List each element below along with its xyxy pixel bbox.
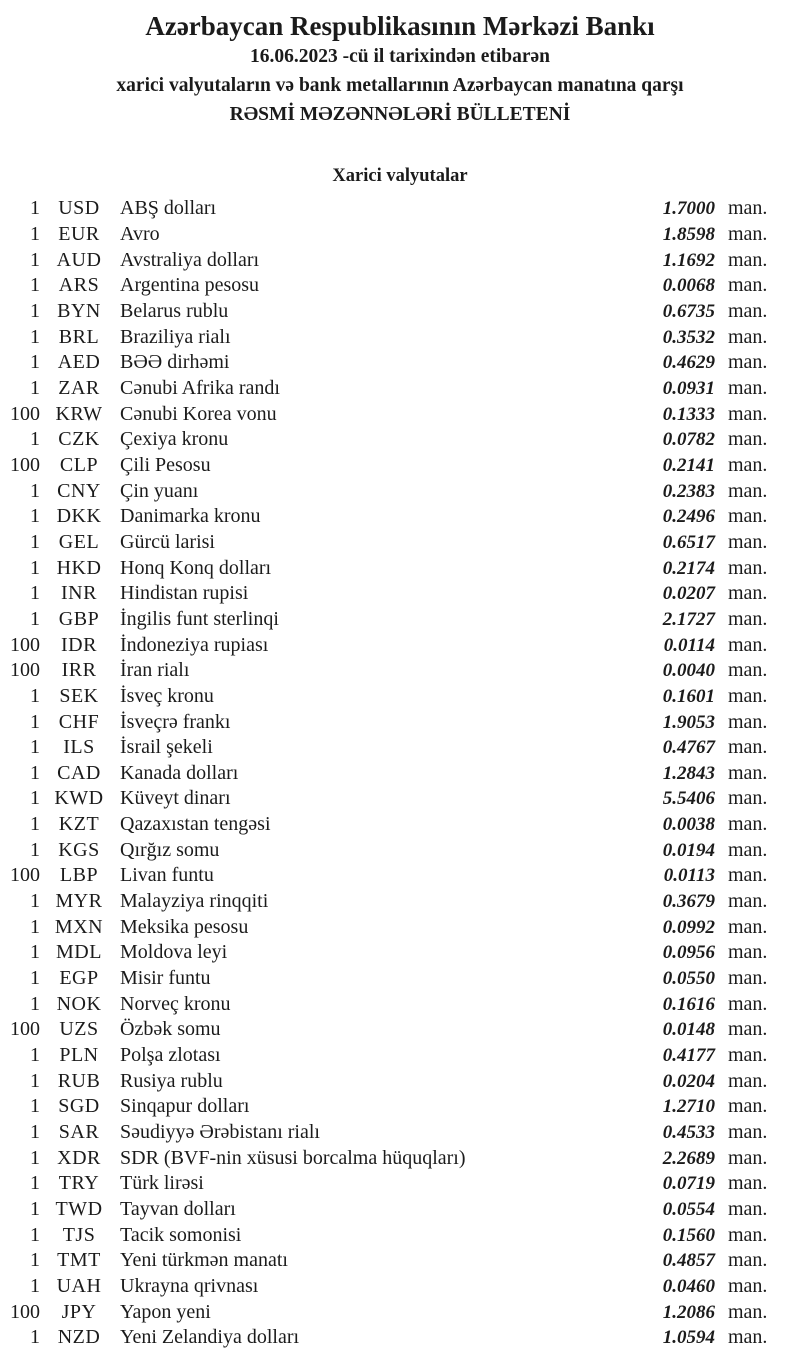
quantity-value: 1: [30, 838, 40, 861]
quantity-value: 1: [30, 582, 40, 605]
currency-name: Hindistan rupisi: [120, 582, 249, 605]
unit-label: man.: [728, 761, 768, 784]
rate-row: [0, 299, 800, 325]
currency-code: INR: [61, 582, 97, 605]
quantity-value: 1: [30, 761, 40, 784]
bulletin-title-line: RƏSMİ MƏZƏNNƏLƏRİ BÜLLETENİ: [229, 103, 571, 125]
rate-row: [0, 1094, 800, 1120]
currency-code: CNY: [57, 479, 101, 502]
currency-code: HKD: [56, 556, 102, 579]
rate-value: 1.9053: [662, 711, 715, 733]
currency-code: ILS: [63, 736, 95, 759]
unit-label: man.: [728, 1249, 768, 1272]
rate-row: [0, 1197, 800, 1223]
currency-name: Küveyt dinarı: [120, 787, 231, 810]
rate-value: 0.0204: [662, 1070, 715, 1092]
quantity-value: 1: [30, 530, 40, 553]
rate-row: [0, 710, 800, 736]
rate-value: 0.6735: [662, 301, 715, 323]
unit-label: man.: [728, 1121, 768, 1144]
unit-label: man.: [728, 659, 768, 682]
unit-label: man.: [728, 787, 768, 810]
quantity-value: 1: [30, 890, 40, 913]
unit-label: man.: [728, 351, 768, 374]
unit-label: man.: [728, 453, 768, 476]
currency-code: IDR: [61, 633, 97, 656]
unit-label: man.: [728, 402, 768, 425]
currency-code: TMT: [57, 1249, 101, 1272]
quantity-value: 1: [30, 556, 40, 579]
currency-code: XDR: [57, 1146, 101, 1169]
currency-name: Cənubi Korea vonu: [120, 402, 277, 425]
currency-code: LBP: [59, 864, 99, 887]
currency-code: USD: [58, 197, 100, 220]
currency-code: KWD: [54, 787, 104, 810]
rate-value: 1.2843: [662, 762, 715, 784]
rate-row: [0, 248, 800, 274]
rates-table: [0, 196, 800, 1351]
quantity-value: 1: [30, 274, 40, 297]
rate-row: [0, 1325, 800, 1351]
currency-name: BƏƏ dirhəmi: [120, 351, 230, 374]
quantity-value: 1: [30, 813, 40, 836]
currency-code: BYN: [57, 300, 101, 323]
rate-row: [0, 1146, 800, 1172]
currency-name: Səudiyyə Ərəbistanı rialı: [120, 1121, 320, 1144]
rate-row: [0, 1043, 800, 1069]
unit-label: man.: [728, 376, 768, 399]
rate-row: [0, 658, 800, 684]
rate-value: 0.0550: [662, 968, 715, 990]
currency-code: UZS: [59, 1018, 99, 1041]
currency-name: Tacik somonisi: [120, 1223, 242, 1246]
quantity-value: 1: [30, 1223, 40, 1246]
rate-row: [0, 761, 800, 787]
quantity-value: 1: [30, 941, 40, 964]
currency-name: Malayziya rinqqiti: [120, 890, 269, 913]
currency-code: MYR: [55, 890, 103, 913]
rate-value: 1.8598: [662, 224, 715, 246]
unit-label: man.: [728, 1326, 768, 1349]
rate-row: [0, 786, 800, 812]
unit-label: man.: [728, 864, 768, 887]
currency-name: Yeni türkmən manatı: [120, 1249, 288, 1272]
unit-label: man.: [728, 223, 768, 246]
currency-name: Moldova leyi: [120, 941, 228, 964]
rate-value: 0.4629: [662, 352, 715, 374]
quantity-value: 1: [30, 1146, 40, 1169]
currency-code: TRY: [58, 1172, 100, 1195]
currency-name: Misir funtu: [120, 967, 211, 990]
unit-label: man.: [728, 582, 768, 605]
currency-name: İsveç kronu: [120, 684, 214, 707]
quantity-value: 100: [10, 659, 40, 682]
unit-label: man.: [728, 556, 768, 579]
currency-name: Polşa zlotası: [120, 1044, 221, 1067]
currency-name: Honq Konq dolları: [120, 556, 272, 579]
unit-label: man.: [728, 479, 768, 502]
rate-value: 0.2383: [662, 480, 715, 502]
rate-value: 0.0931: [662, 377, 715, 399]
currency-name: Norveç kronu: [120, 992, 231, 1015]
unit-label: man.: [728, 1095, 768, 1118]
rate-row: [0, 376, 800, 402]
quantity-value: 1: [30, 248, 40, 271]
currency-name: Çin yuanı: [120, 479, 199, 502]
currency-code: EGP: [59, 967, 99, 990]
quantity-value: 1: [30, 1121, 40, 1144]
rate-value: 0.4533: [662, 1122, 715, 1144]
currency-code: ZAR: [58, 376, 100, 399]
rate-value: 0.0148: [662, 1019, 715, 1041]
quantity-value: 1: [30, 967, 40, 990]
unit-label: man.: [728, 890, 768, 913]
currency-name: Braziliya rialı: [120, 325, 231, 348]
unit-label: man.: [728, 505, 768, 528]
quantity-value: 1: [30, 1326, 40, 1349]
rate-row: [0, 1274, 800, 1300]
unit-label: man.: [728, 838, 768, 861]
rate-value: 1.0594: [662, 1327, 715, 1349]
quantity-value: 1: [30, 351, 40, 374]
currency-name: Cənubi Afrika randı: [120, 376, 280, 399]
rate-row: [0, 1069, 800, 1095]
unit-label: man.: [728, 1146, 768, 1169]
unit-label: man.: [728, 941, 768, 964]
unit-label: man.: [728, 1274, 768, 1297]
quantity-value: 1: [30, 1249, 40, 1272]
rate-value: 0.0038: [662, 814, 715, 836]
quantity-value: 1: [30, 710, 40, 733]
unit-label: man.: [728, 248, 768, 271]
rate-value: 0.1333: [662, 403, 715, 425]
currency-name: İndoneziya rupiası: [120, 633, 269, 656]
quantity-value: 1: [30, 300, 40, 323]
rate-value: 0.4767: [662, 737, 715, 759]
section-title-foreign-currencies: Xarici valyutalar: [332, 166, 468, 187]
currency-name: İsveçrə frankı: [120, 710, 231, 733]
currency-code: BRL: [58, 325, 100, 348]
rate-row: [0, 350, 800, 376]
bank-name-title: Azərbaycan Respublikasının Mərkəzi Bankı: [145, 11, 655, 41]
rate-value: 1.7000: [662, 198, 715, 220]
rate-value: 0.0554: [662, 1198, 715, 1220]
quantity-value: 1: [30, 1172, 40, 1195]
currency-code: TJS: [62, 1223, 96, 1246]
currency-name: Gürcü larisi: [120, 530, 215, 553]
currency-name: Argentina pesosu: [120, 274, 260, 297]
rate-row: [0, 1120, 800, 1146]
currency-name: Ukrayna qrivnası: [120, 1274, 259, 1297]
rate-value: 5.5406: [662, 788, 715, 810]
rate-value: 0.0194: [662, 839, 715, 861]
currency-name: Livan funtu: [120, 864, 214, 887]
rate-value: 1.2710: [662, 1096, 715, 1118]
currency-code: GEL: [58, 530, 100, 553]
rate-value: 0.6517: [662, 531, 715, 553]
quantity-value: 100: [10, 453, 40, 476]
currency-name: Türk lirəsi: [120, 1172, 204, 1195]
rate-row: [0, 581, 800, 607]
rate-row: [0, 684, 800, 710]
currency-code: TWD: [55, 1197, 103, 1220]
rate-value: 0.1616: [662, 993, 715, 1015]
currency-code: DKK: [56, 505, 102, 528]
currency-code: SAR: [58, 1121, 100, 1144]
currency-name: ABŞ dolları: [120, 197, 217, 220]
quantity-value: 1: [30, 1197, 40, 1220]
rate-row: [0, 915, 800, 941]
rate-row: [0, 402, 800, 428]
currency-name: Avstraliya dolları: [120, 248, 260, 271]
rate-value: 0.0956: [662, 942, 715, 964]
rate-value: 0.1601: [662, 685, 715, 707]
unit-label: man.: [728, 736, 768, 759]
subject-line: xarici valyutaların və bank metallarının Azərbaycan manatına qarşı: [116, 74, 684, 96]
unit-label: man.: [728, 325, 768, 348]
quantity-value: 1: [30, 992, 40, 1015]
quantity-value: 1: [30, 684, 40, 707]
quantity-value: 1: [30, 915, 40, 938]
rate-value: 2.2689: [662, 1147, 715, 1169]
currency-name: Çexiya kronu: [120, 428, 229, 451]
currency-code: GBP: [58, 607, 100, 630]
quantity-value: 1: [30, 325, 40, 348]
quantity-value: 1: [30, 1274, 40, 1297]
unit-label: man.: [728, 1300, 768, 1323]
currency-code: SEK: [59, 684, 99, 707]
currency-name: Meksika pesosu: [120, 915, 249, 938]
quantity-value: 1: [30, 787, 40, 810]
rate-row: [0, 1300, 800, 1326]
unit-label: man.: [728, 197, 768, 220]
unit-label: man.: [728, 274, 768, 297]
rate-row: [0, 966, 800, 992]
rate-value: 2.1727: [662, 608, 715, 630]
currency-code: EUR: [58, 223, 100, 246]
unit-label: man.: [728, 710, 768, 733]
currency-code: KGS: [58, 838, 100, 861]
quantity-value: 100: [10, 633, 40, 656]
rate-value: 0.0040: [662, 660, 715, 682]
quantity-value: 1: [30, 223, 40, 246]
unit-label: man.: [728, 428, 768, 451]
quantity-value: 1: [30, 197, 40, 220]
effective-date-line: 16.06.2023 -cü il tarixindən etibarən: [249, 46, 551, 67]
rate-row: [0, 273, 800, 299]
unit-label: man.: [728, 1044, 768, 1067]
quantity-value: 1: [30, 1095, 40, 1118]
currency-code: SGD: [58, 1095, 100, 1118]
rate-value: 0.4857: [662, 1250, 715, 1272]
rate-row: [0, 992, 800, 1018]
unit-label: man.: [728, 967, 768, 990]
rate-row: [0, 479, 800, 505]
currency-code: NOK: [56, 992, 102, 1015]
unit-label: man.: [728, 607, 768, 630]
rate-row: [0, 940, 800, 966]
currency-code: IRR: [61, 659, 97, 682]
bulletin-header: [0, 0, 800, 129]
rate-row: [0, 530, 800, 556]
currency-code: MXN: [54, 915, 104, 938]
unit-label: man.: [728, 1069, 768, 1092]
currency-code: CZK: [58, 428, 100, 451]
currency-name: Avro: [120, 223, 160, 246]
currency-code: AED: [57, 351, 101, 374]
currency-code: RUB: [57, 1069, 101, 1092]
rate-value: 0.4177: [662, 1045, 715, 1067]
unit-label: man.: [728, 1223, 768, 1246]
unit-label: man.: [728, 633, 768, 656]
quantity-value: 1: [30, 376, 40, 399]
quantity-value: 100: [10, 864, 40, 887]
rate-value: 0.0782: [662, 429, 715, 451]
unit-label: man.: [728, 684, 768, 707]
unit-label: man.: [728, 1018, 768, 1041]
rate-row: [0, 1017, 800, 1043]
currency-name: Qırğız somu: [120, 838, 220, 861]
currency-name: İngilis funt sterlinqi: [120, 607, 279, 630]
unit-label: man.: [728, 1197, 768, 1220]
currency-name: Rusiya rublu: [120, 1069, 223, 1092]
currency-name: Kanada dolları: [120, 761, 239, 784]
currency-code: MDL: [56, 941, 102, 964]
unit-label: man.: [728, 1172, 768, 1195]
rate-row: [0, 1223, 800, 1249]
rate-row: [0, 556, 800, 582]
rate-value: 0.0719: [662, 1173, 715, 1195]
quantity-value: 1: [30, 736, 40, 759]
rate-value: 0.2174: [662, 557, 715, 579]
quantity-value: 1: [30, 1069, 40, 1092]
quantity-value: 1: [30, 607, 40, 630]
quantity-value: 1: [30, 479, 40, 502]
currency-name: SDR (BVF-nin xüsusi borcalma hüquqları): [120, 1146, 466, 1169]
currency-code: NZD: [57, 1326, 101, 1349]
unit-label: man.: [728, 300, 768, 323]
unit-label: man.: [728, 813, 768, 836]
currency-name: Tayvan dolları: [120, 1197, 236, 1220]
currency-name: Belarus rublu: [120, 300, 229, 323]
currency-name: Özbək somu: [120, 1018, 221, 1041]
currency-code: CLP: [59, 453, 99, 476]
rate-value: 0.3532: [662, 326, 715, 348]
rate-row: [0, 838, 800, 864]
rate-row: [0, 504, 800, 530]
currency-name: Çili Pesosu: [120, 453, 211, 476]
currency-name: Danimarka kronu: [120, 505, 261, 528]
rate-value: 0.0114: [663, 634, 715, 656]
currency-name: Yapon yeni: [120, 1300, 211, 1323]
currency-code: UAH: [56, 1274, 102, 1297]
currency-name: İsrail şekeli: [120, 736, 213, 759]
rate-value: 1.1692: [662, 249, 715, 271]
currency-name: Sinqapur dolları: [120, 1095, 250, 1118]
quantity-value: 100: [10, 1300, 40, 1323]
rate-value: 0.1560: [662, 1224, 715, 1246]
rate-row: [0, 607, 800, 633]
currency-code: CHF: [58, 710, 100, 733]
unit-label: man.: [728, 530, 768, 553]
quantity-value: 1: [30, 1044, 40, 1067]
rate-row: [0, 1248, 800, 1274]
currency-code: KZT: [58, 813, 100, 836]
rate-row: [0, 196, 800, 222]
rate-value: 0.0460: [662, 1275, 715, 1297]
unit-label: man.: [728, 992, 768, 1015]
rate-value: 0.0207: [662, 583, 715, 605]
rate-row: [0, 812, 800, 838]
rate-row: [0, 889, 800, 915]
rate-row: [0, 222, 800, 248]
currency-code: KRW: [55, 402, 103, 425]
rate-value: 0.2496: [662, 506, 715, 528]
rate-row: [0, 633, 800, 659]
rate-value: 0.3679: [662, 891, 715, 913]
rate-row: [0, 427, 800, 453]
quantity-value: 1: [30, 505, 40, 528]
currency-code: CAD: [57, 761, 101, 784]
rate-value: 0.0068: [662, 275, 715, 297]
currency-code: AUD: [56, 248, 102, 271]
currency-name: Qazaxıstan tengəsi: [120, 813, 271, 836]
unit-label: man.: [728, 915, 768, 938]
currency-code: PLN: [59, 1044, 99, 1067]
quantity-value: 100: [10, 1018, 40, 1041]
rate-row: [0, 735, 800, 761]
quantity-value: 100: [10, 402, 40, 425]
currency-name: Yeni Zelandiya dolları: [120, 1326, 300, 1349]
currency-code: ARS: [58, 274, 100, 297]
currency-name: İran rialı: [120, 659, 190, 682]
rate-row: [0, 325, 800, 351]
rate-value: 0.0992: [662, 916, 715, 938]
rate-row: [0, 863, 800, 889]
currency-code: JPY: [61, 1300, 97, 1323]
rate-value: 0.2141: [662, 454, 715, 476]
rate-row: [0, 1171, 800, 1197]
rate-value: 1.2086: [662, 1301, 715, 1323]
rate-value: 0.0113: [663, 865, 715, 887]
quantity-value: 1: [30, 428, 40, 451]
rate-row: [0, 453, 800, 479]
